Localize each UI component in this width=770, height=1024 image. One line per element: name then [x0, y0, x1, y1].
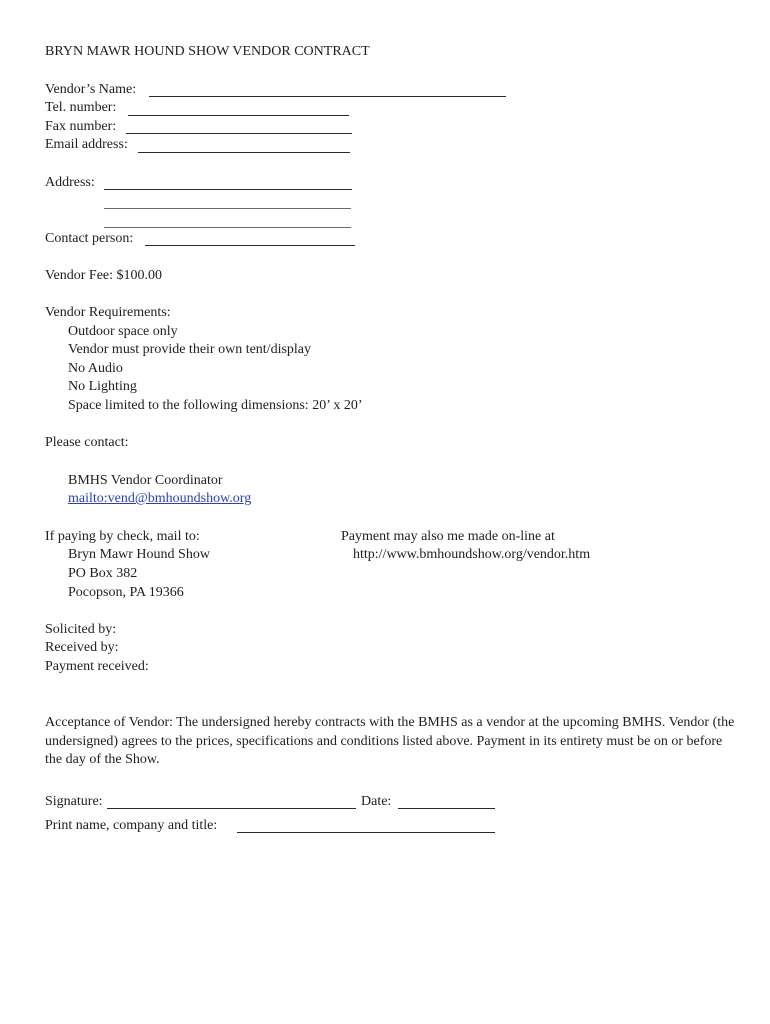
signature-label: Signature: — [45, 794, 103, 809]
email-label: Email address: — [45, 137, 128, 152]
online-payment-heading: Payment may also me made on-line at — [341, 529, 555, 544]
requirements-heading: Vendor Requirements: — [45, 305, 171, 320]
address-label: Address: — [45, 175, 95, 190]
mail-address-line: Pocopson, PA 19366 — [68, 585, 184, 600]
tel-label: Tel. number: — [45, 100, 117, 115]
date-field[interactable] — [398, 808, 495, 809]
date-label: Date: — [361, 794, 392, 809]
mail-heading: If paying by check, mail to: — [45, 529, 200, 544]
requirement-item: No Audio — [68, 361, 123, 376]
print-name-field[interactable] — [237, 832, 495, 833]
contact-person-label: Contact person: — [45, 231, 134, 246]
fax-field[interactable] — [126, 133, 352, 134]
requirement-item: Outdoor space only — [68, 324, 178, 339]
address-field-line-1[interactable] — [104, 189, 352, 190]
coordinator-email-link[interactable]: mailto:vend@bmhoundshow.org — [68, 491, 252, 506]
solicited-by-label: Solicited by: — [45, 622, 117, 637]
signature-field[interactable] — [107, 808, 356, 809]
online-payment-url: http://www.bmhoundshow.org/vendor.htm — [353, 547, 591, 562]
vendor-fee: Vendor Fee: $100.00 — [45, 268, 163, 283]
received-by-label: Received by: — [45, 640, 119, 655]
vendor-name-label: Vendor’s Name: — [45, 82, 137, 97]
print-name-label: Print name, company and title: — [45, 818, 218, 833]
mail-address-line: PO Box 382 — [68, 566, 138, 581]
payment-received-label: Payment received: — [45, 659, 149, 674]
document-title: BRYN MAWR HOUND SHOW VENDOR CONTRACT — [45, 44, 370, 59]
requirement-item: Vendor must provide their own tent/display — [68, 342, 312, 357]
fax-label: Fax number: — [45, 119, 117, 134]
requirement-item: No Lighting — [68, 379, 137, 394]
contact-person-field[interactable] — [145, 245, 355, 246]
requirement-item: Space limited to the following dimensions: 20’ x 20’ — [68, 398, 363, 413]
tel-field[interactable] — [128, 115, 349, 116]
coordinator-name: BMHS Vendor Coordinator — [68, 473, 223, 488]
email-field[interactable] — [138, 152, 350, 153]
contact-heading: Please contact: — [45, 435, 129, 450]
mail-address-line: Bryn Mawr Hound Show — [68, 547, 210, 562]
acceptance-paragraph: Acceptance of Vendor: The undersigned hereby contracts with the BMHS as a vendor at the upcoming BMHS. Vendor (the undersigned) agrees to the prices, specifications and conditions listed above. Payment in its entirety must be on or before the day of the Show. — [45, 715, 735, 767]
address-field-line-3[interactable] — [104, 227, 351, 228]
vendor-name-field[interactable] — [149, 96, 506, 97]
address-field-line-2[interactable] — [104, 208, 351, 209]
